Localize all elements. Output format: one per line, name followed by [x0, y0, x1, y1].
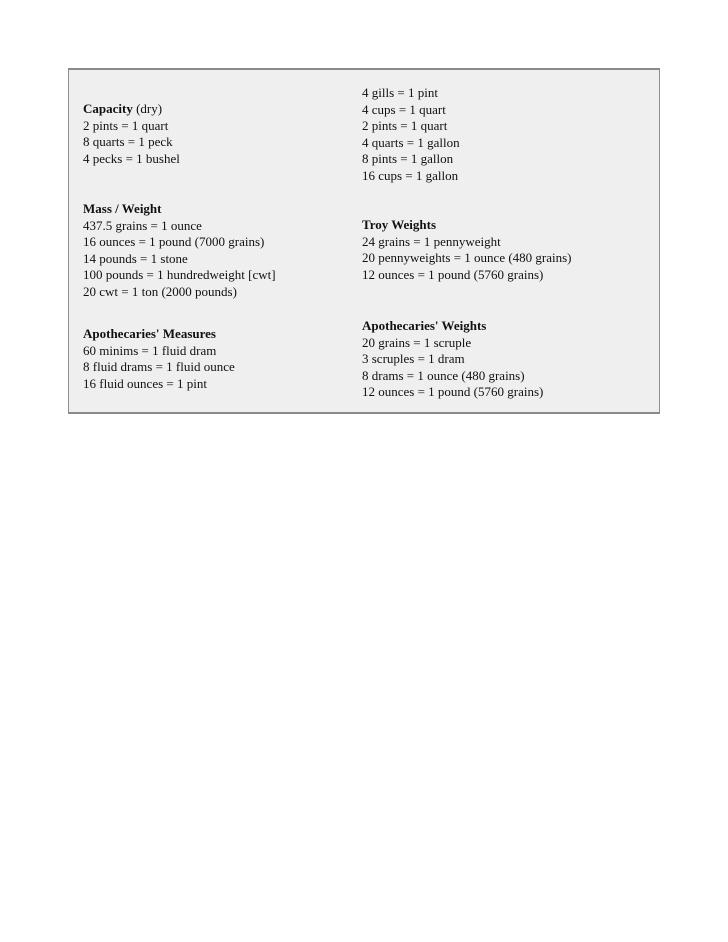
- list-item: 2 pints = 1 quart: [83, 117, 169, 133]
- list-item: 4 pecks = 1 bushel: [83, 150, 180, 166]
- capacity-heading-label: Capacity: [83, 101, 133, 116]
- list-item: 2 pints = 1 quart: [362, 118, 448, 133]
- apothecaries-weights-section: [362, 318, 652, 401]
- mass-weight-section: [83, 201, 353, 300]
- list-item: 4 quarts = 1 gallon: [362, 134, 460, 150]
- troy-weights-heading: Troy Weights: [362, 217, 437, 232]
- capacity-dry-section: [83, 101, 353, 167]
- apothecaries-weights-heading: Apothecaries' Weights: [362, 318, 487, 333]
- list-item: 8 pints = 1 gallon: [362, 151, 454, 166]
- list-item: 16 ounces = 1 pound (7000 grains): [83, 234, 265, 249]
- apothecaries-measures-section: [83, 326, 353, 392]
- mass-weight-heading: Mass / Weight: [83, 201, 162, 216]
- liquid-measures-section: [362, 85, 652, 184]
- list-item: 16 cups = 1 gallon: [362, 167, 459, 183]
- list-item: 3 scruples = 1 dram: [362, 351, 465, 366]
- capacity-heading-note: (dry): [132, 101, 163, 116]
- list-item: 14 pounds = 1 stone: [83, 250, 188, 266]
- list-item: 4 gills = 1 pint: [362, 85, 438, 100]
- list-item: 20 grains = 1 scruple: [362, 334, 472, 350]
- list-item: 16 fluid ounces = 1 pint: [83, 375, 207, 391]
- capacity-dry-heading: [83, 101, 353, 118]
- troy-weights-section: [362, 217, 652, 283]
- apothecaries-measures-heading: Apothecaries' Measures: [83, 326, 216, 341]
- list-item: 12 ounces = 1 pound (5760 grains): [362, 266, 544, 282]
- list-item: 4 cups = 1 quart: [362, 101, 446, 117]
- list-item: 100 pounds = 1 hundredweight [cwt]: [83, 267, 276, 282]
- list-item: 8 fluid drams = 1 fluid ounce: [83, 359, 235, 374]
- list-item: 12 ounces = 1 pound (5760 grains): [362, 384, 544, 399]
- conversion-table-panel: [68, 68, 660, 414]
- list-item: 20 cwt = 1 ton (2000 pounds): [83, 283, 237, 299]
- list-item: 60 minims = 1 fluid dram: [83, 342, 217, 358]
- list-item: 8 quarts = 1 peck: [83, 134, 173, 149]
- list-item: 437.5 grains = 1 ounce: [83, 217, 202, 233]
- list-item: 24 grains = 1 pennyweight: [362, 233, 501, 249]
- list-item: 20 pennyweights = 1 ounce (480 grains): [362, 250, 572, 265]
- list-item: 8 drams = 1 ounce (480 grains): [362, 367, 525, 383]
